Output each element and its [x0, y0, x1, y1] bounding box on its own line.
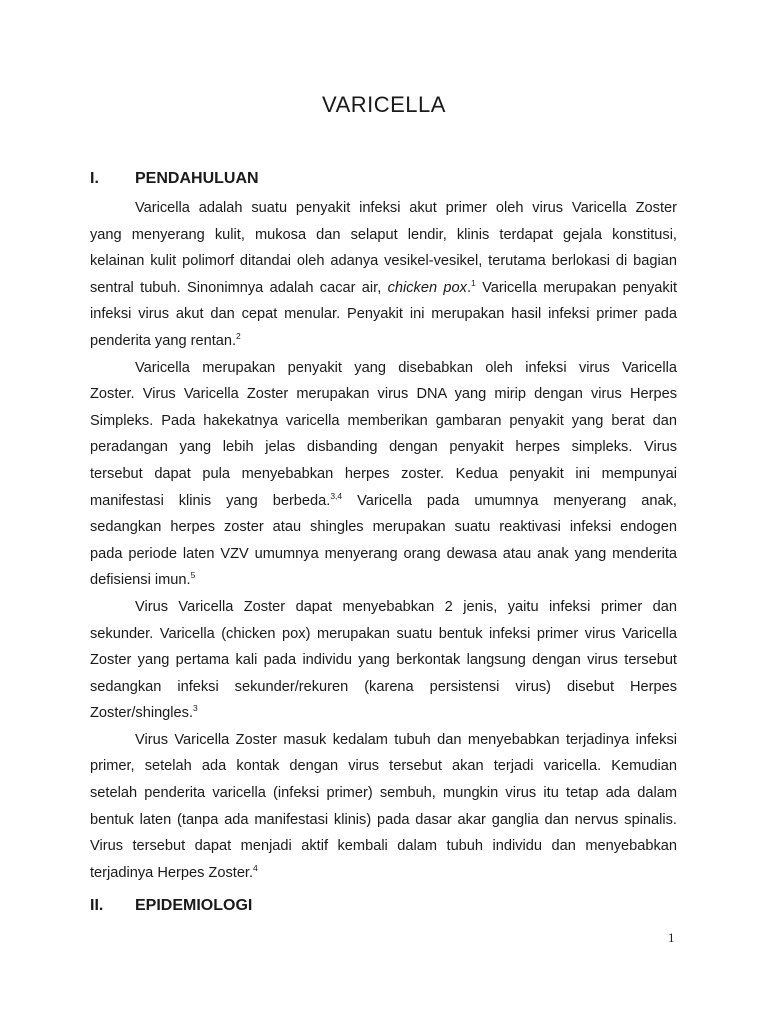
paragraph-line — [90, 328, 677, 355]
paragraph-line: peradangan yang lebih jelas disbanding dengan penyakit herpes simpleks. Virus — [90, 439, 677, 456]
paragraph-line: sedangkan infeksi sekunder/rekuren (karena persistensi virus) disebut Herpes — [90, 678, 677, 695]
section-number: II. — [90, 897, 104, 914]
text-run: terjadinya Herpes Zoster. — [90, 864, 254, 881]
paragraph-line: bentuk laten (tanpa ada manifestasi klinis) pada dasar akar ganglia dan nervus spinalis. — [90, 811, 677, 828]
paragraph-line: kelainan kulit polimorf ditandai oleh adanya vesikel-vesikel, terutama berlokasi di bagian — [90, 253, 677, 270]
paragraph-line: Varicella adalah suatu penyakit infeksi akut primer oleh virus Varicella Zoster — [135, 200, 677, 216]
section-title: PENDAHULUAN — [135, 170, 259, 187]
text-run: Varicella merupakan penyakit — [475, 279, 677, 296]
paragraph-line: sedangkan herpes zoster atau shingles merupakan suatu reaktivasi infeksi endogen — [90, 519, 677, 536]
paragraph-line: setelah penderita varicella (infeksi primer) sembuh, mungkin virus itu tetap ada dalam — [90, 785, 677, 802]
paragraph-line: Virus tersebut dapat menjadi aktif kembali dalam tubuh individu dan menyebabkan — [90, 838, 677, 855]
section-heading-pendahuluan — [90, 170, 259, 188]
paragraph-line: Virus Varicella Zoster dapat menyebabkan 2 jenis, yaitu infeksi primer dan — [135, 598, 677, 615]
section-body-pendahuluan — [90, 195, 677, 886]
paragraph-line: Simpleks. Pada hakekatnya varicella memberikan gambaran penyakit yang berat dan — [90, 412, 677, 429]
paragraph-line: Zoster yang pertama kali pada individu yang berkontak langsung dengan virus tersebut — [90, 652, 677, 669]
paragraph-line: sekunder. Varicella (chicken pox) merupakan suatu bentuk infeksi primer virus Varicella — [90, 625, 677, 642]
text-run: defisiensi imun. — [90, 572, 191, 589]
italic-term: chicken pox — [387, 279, 467, 296]
citation-superscript: 1 — [471, 277, 476, 288]
text-run: . — [466, 279, 472, 296]
citation-superscript: 5 — [190, 570, 196, 581]
text-run: Zoster/shingles. — [90, 705, 194, 722]
paragraph-line — [90, 488, 677, 515]
paragraph-line — [90, 567, 677, 594]
text-run: penderita yang rentan. — [90, 332, 237, 349]
section-heading-epidemiologi — [90, 897, 252, 915]
paragraph-line: Zoster. Virus Varicella Zoster merupakan virus DNA yang mirip dengan virus Herpes — [90, 386, 677, 403]
document-title: VARICELLA — [322, 92, 446, 117]
paragraph-line — [90, 860, 677, 887]
paragraph-line — [90, 275, 677, 302]
paragraph-line: pada periode laten VZV umumnya menyerang orang dewasa atau anak yang menderita — [90, 545, 677, 562]
section-number: I. — [90, 170, 99, 187]
paragraph-line: Varicella merupakan penyakit yang disebabkan oleh infeksi virus Varicella — [135, 359, 677, 376]
text-run: Varicella pada umumnya menyerang anak, — [342, 492, 677, 509]
citation-superscript: 4 — [253, 862, 258, 873]
paragraph-line — [90, 700, 677, 727]
page-number: 1 — [668, 930, 675, 945]
paragraph-line: yang menyerang kulit, mukosa dan selaput lendir, klinis terdapat gejala konstitusi, — [90, 226, 677, 243]
citation-superscript: 3 — [193, 703, 198, 714]
citation-superscript: 3,4 — [330, 490, 343, 501]
paragraph-line: infeksi virus akut dan cepat menular. Penyakit ini merupakan hasil infeksi primer pada — [90, 306, 677, 323]
section-title: EPIDEMIOLOGI — [135, 897, 253, 914]
paragraph-line: primer, setelah ada kontak dengan virus tersebut akan terjadi varicella. Kemudian — [90, 758, 677, 775]
citation-superscript: 2 — [236, 330, 241, 341]
paragraph-line: tersebut dapat pula menyebabkan herpes zoster. Kedua penyakit ini mempunyai — [90, 465, 677, 482]
text-run: manifestasi klinis yang berbeda. — [90, 492, 331, 509]
paragraph-line: Virus Varicella Zoster masuk kedalam tubuh dan menyebabkan terjadinya infeksi — [135, 731, 677, 748]
text-run: sentral tubuh. Sinonimnya adalah cacar air, — [90, 279, 388, 296]
